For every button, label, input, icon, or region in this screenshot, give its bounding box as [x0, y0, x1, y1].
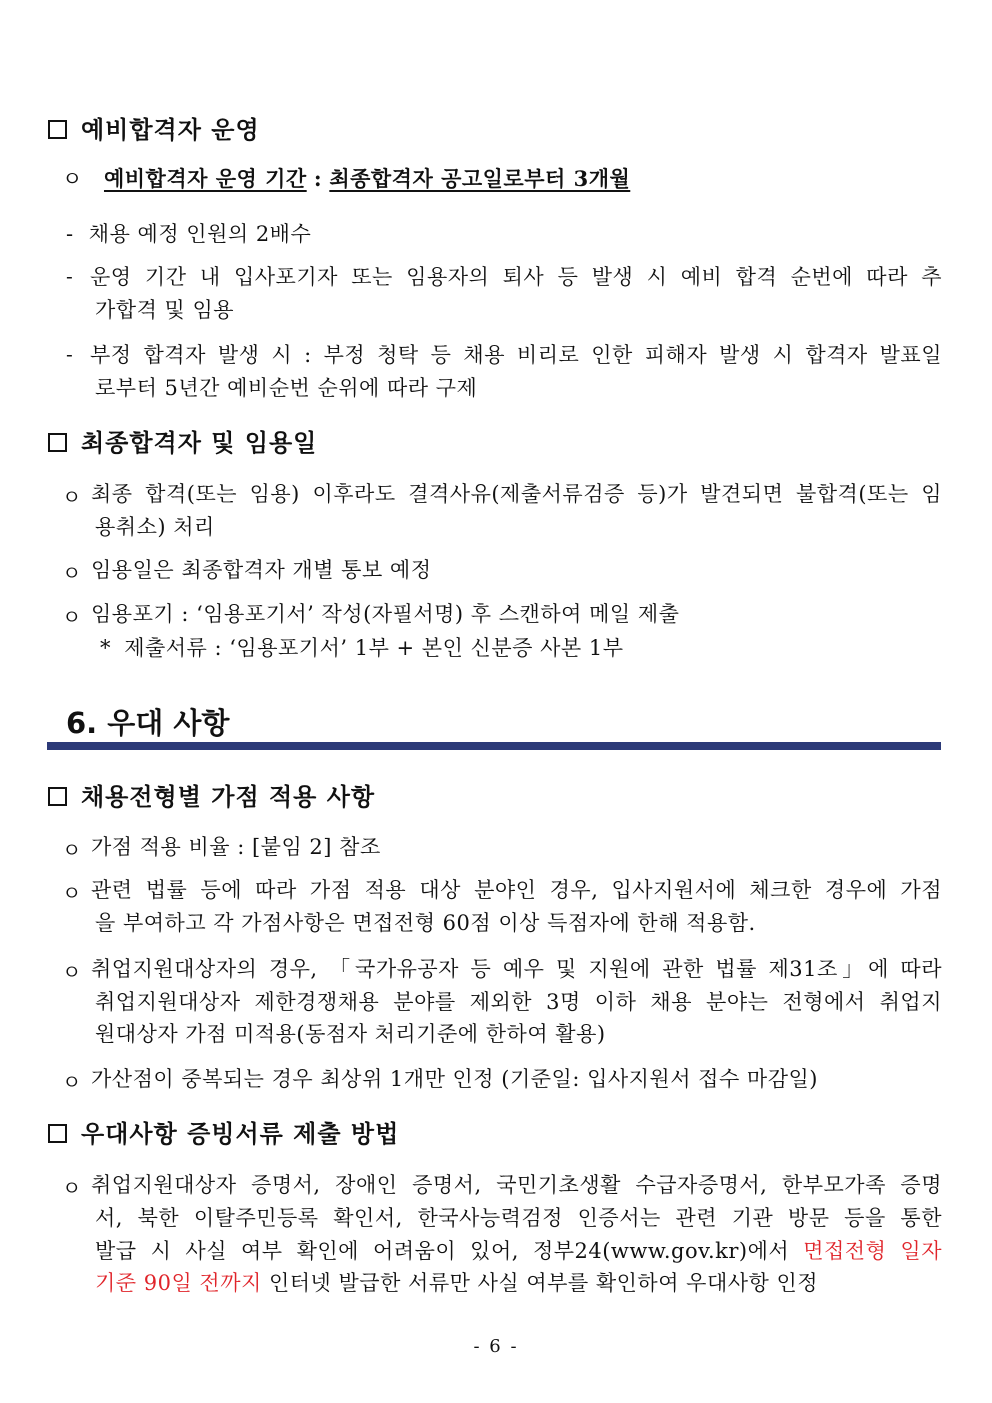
section-title: 우대사항 증빙서류 제출 방법	[81, 1120, 400, 1148]
section-heading-bonus	[48, 777, 375, 812]
list-item-text: 취업지원대상자의 경우, 「국가유공자 등 예우 및 지원에 관한 법률 제31조」에 따라	[91, 957, 942, 981]
section-heading-final	[48, 423, 317, 458]
list-item-text: 취업지원대상자 제한경쟁채용 분야를 제외한 3명 이하 채용 분야는 전형에서 취업지	[95, 990, 942, 1014]
page-number: - 6 -	[473, 1336, 519, 1357]
list-item-text: 가점 적용 비율 : [붙임 2] 참조	[91, 835, 381, 859]
circle-bullet: ㅇ	[62, 561, 82, 585]
list-item-text: 용취소) 처리	[95, 515, 215, 539]
list-item-text: 원대상자 가점 미적용(동점자 처리기준에 한하여 활용)	[95, 1022, 606, 1046]
list-item-text: 서, 북한 이탈주민등록 확인서, 한국사능력검정 인증서는 관련 기관 방문 등을 통한	[95, 1206, 942, 1230]
list-item-text: 임용일은 최종합격자 개별 통보 예정	[91, 558, 432, 582]
dash-bullet: -	[66, 342, 73, 366]
list-item-text-part: 인터넷 발급한 서류만 사실 여부를 확인하여 우대사항 인정	[268, 1271, 819, 1295]
reserve-period-value: 최종합격자 공고일로부터 3개월	[329, 166, 631, 191]
section-title: 예비합격자 운영	[81, 116, 260, 144]
circle-bullet: ㅇ	[62, 167, 83, 191]
circle-bullet: ㅇ	[62, 605, 82, 629]
chapter-title: 6. 우대 사항	[66, 706, 230, 740]
list-item-text: 을 부여하고 각 가점사항은 면접전형 60점 이상 득점자에 한해 적용함.	[95, 911, 756, 935]
chapter-divider	[47, 742, 941, 750]
circle-bullet: ㅇ	[62, 881, 82, 905]
circle-bullet: ㅇ	[62, 1070, 82, 1094]
checkbox-square-icon	[48, 787, 67, 806]
note-text: 제출서류 : ‘임용포기서’ 1부 + 본인 신분증 사본 1부	[124, 636, 624, 660]
list-item-text: 임용포기 : ‘임용포기서’ 작성(자필서명) 후 스캔하여 메일 제출	[91, 602, 680, 626]
checkbox-square-icon	[48, 433, 67, 452]
circle-bullet: ㅇ	[62, 485, 82, 509]
list-item-text: 채용 예정 인원의 2배수	[88, 222, 312, 246]
reserve-period-item	[62, 163, 630, 193]
list-item-text: 관련 법률 등에 따라 가점 적용 대상 분야인 경우, 입사지원서에 체크한 경우에 가점	[91, 878, 942, 902]
section-title: 채용전형별 가점 적용 사항	[81, 783, 376, 811]
list-item-text: 취업지원대상자 증명서, 장애인 증명서, 국민기초생활 수급자증명서, 한부모가족 증명	[91, 1173, 942, 1197]
list-item-text: 운영 기간 내 입사포기자 또는 임용자의 퇴사 등 발생 시 예비 합격 순번에 따라 추	[90, 265, 942, 289]
section-heading-reserve	[48, 110, 260, 145]
highlighted-text: 기준 90일 전까지	[95, 1271, 262, 1295]
reserve-period-label: 예비합격자 운영 기간	[103, 166, 307, 191]
list-item-text: 로부터 5년간 예비순번 순위에 따라 구제	[95, 376, 478, 400]
circle-bullet: ㅇ	[62, 838, 82, 862]
section-heading-docs	[48, 1114, 399, 1149]
list-item-text: 최종 합격(또는 임용) 이후라도 결격사유(제출서류검증 등)가 발견되면 불합격(또는 임	[91, 482, 942, 506]
circle-bullet: ㅇ	[62, 960, 82, 984]
reserve-period-separator: :	[313, 166, 323, 191]
checkbox-square-icon	[48, 1124, 67, 1143]
list-item-text: 가산점이 중복되는 경우 최상위 1개만 인정 (기준일: 입사지원서 접수 마감일)	[91, 1067, 818, 1091]
list-item-text	[95, 1235, 942, 1265]
section-title: 최종합격자 및 임용일	[81, 429, 318, 457]
checkbox-square-icon	[48, 120, 67, 139]
dash-bullet: -	[66, 222, 74, 246]
list-item-text	[95, 1267, 818, 1297]
circle-bullet: ㅇ	[62, 1176, 82, 1200]
list-item-text: 부정 합격자 발생 시 : 부정 청탁 등 채용 비리로 인한 피해자 발생 시 합격자 발표일	[90, 343, 942, 367]
list-item-text: 가합격 및 임용	[95, 298, 235, 322]
asterisk-marker: *	[100, 636, 111, 660]
dash-bullet: -	[66, 264, 73, 288]
list-item-text-part: 발급 시 사실 여부 확인에 어려움이 있어, 정부24(www.gov.kr)에서	[95, 1239, 790, 1263]
note-item	[100, 632, 623, 662]
highlighted-text: 면접전형 일자	[803, 1239, 942, 1263]
list-item	[66, 218, 311, 248]
